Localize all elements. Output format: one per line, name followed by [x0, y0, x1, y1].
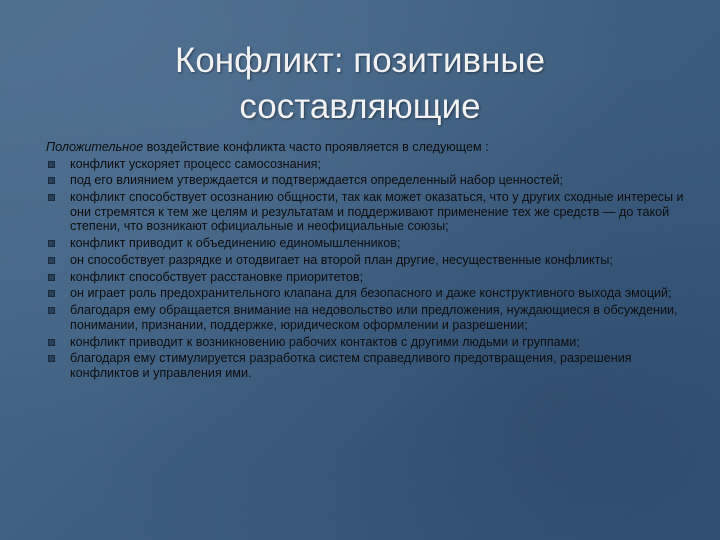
- square-bullet-icon: [48, 194, 55, 201]
- list-item-text: он способствует разрядке и отодвигает на второй план другие, несущественные конфликты;: [70, 252, 613, 267]
- square-bullet-icon: [48, 274, 55, 281]
- list-item-text: под его влиянием утверждается и подтверждается определенный набор ценностей;: [70, 173, 564, 188]
- list-item: [44, 253, 692, 268]
- list-item: [44, 173, 692, 188]
- list-item-text: конфликт приводит к возникновению рабочих контактов с другими людьми и группами;: [70, 334, 580, 349]
- square-bullet-icon: [48, 307, 55, 314]
- list-item: [44, 335, 692, 350]
- list-item-text: благодаря ему обращается внимание на недовольство или предложения, нуждающиеся в обсуждении, понимании, признании, поддержке, юридическом оформлении и разрешении;: [70, 303, 678, 332]
- list-item-text: конфликт способствует осознанию общности, так как может оказаться, что у других сходные интересы и они стремятся к тем же целям и результатам и поддерживают применение тех же средств — до такой степени, что возникают официальные и неофициальные союзы;: [70, 190, 684, 234]
- list-item: [44, 286, 692, 301]
- list-item: [44, 236, 692, 251]
- list-item-text: конфликт приводит к объединению единомышленников;: [70, 236, 401, 251]
- square-bullet-icon: [48, 257, 55, 264]
- square-bullet-icon: [48, 339, 55, 346]
- list-item: [44, 351, 692, 380]
- slide-body: [44, 140, 692, 383]
- slide-title-line-2: составляющие: [239, 87, 481, 126]
- list-item: [44, 157, 692, 172]
- slide-title-line-1: Конфликт: позитивные: [174, 41, 546, 80]
- list-item: [44, 190, 692, 234]
- intro-text: [46, 140, 692, 155]
- list-item: [44, 270, 692, 285]
- list-item-text: конфликт способствует расстановке приоритетов;: [70, 269, 364, 284]
- square-bullet-icon: [48, 355, 55, 362]
- intro-emphasis: Положительное: [46, 140, 144, 154]
- list-item: [44, 303, 692, 332]
- intro-rest: воздействие конфликта часто проявляется в следующем :: [143, 140, 489, 154]
- list-item-text: он играет роль предохранительного клапана для безопасного и даже конструктивного выхода эмоций;: [70, 286, 672, 301]
- square-bullet-icon: [48, 290, 55, 297]
- square-bullet-icon: [48, 161, 55, 168]
- square-bullet-icon: [48, 240, 55, 247]
- bullet-list: [44, 157, 692, 381]
- list-item-text: конфликт ускоряет процесс самосознания;: [70, 156, 321, 171]
- list-item-text: благодаря ему стимулируется разработка систем справедливого предотвращения, разрешения конфликтов и управления ими.: [70, 351, 632, 380]
- square-bullet-icon: [48, 177, 55, 184]
- slide-title: [0, 38, 720, 130]
